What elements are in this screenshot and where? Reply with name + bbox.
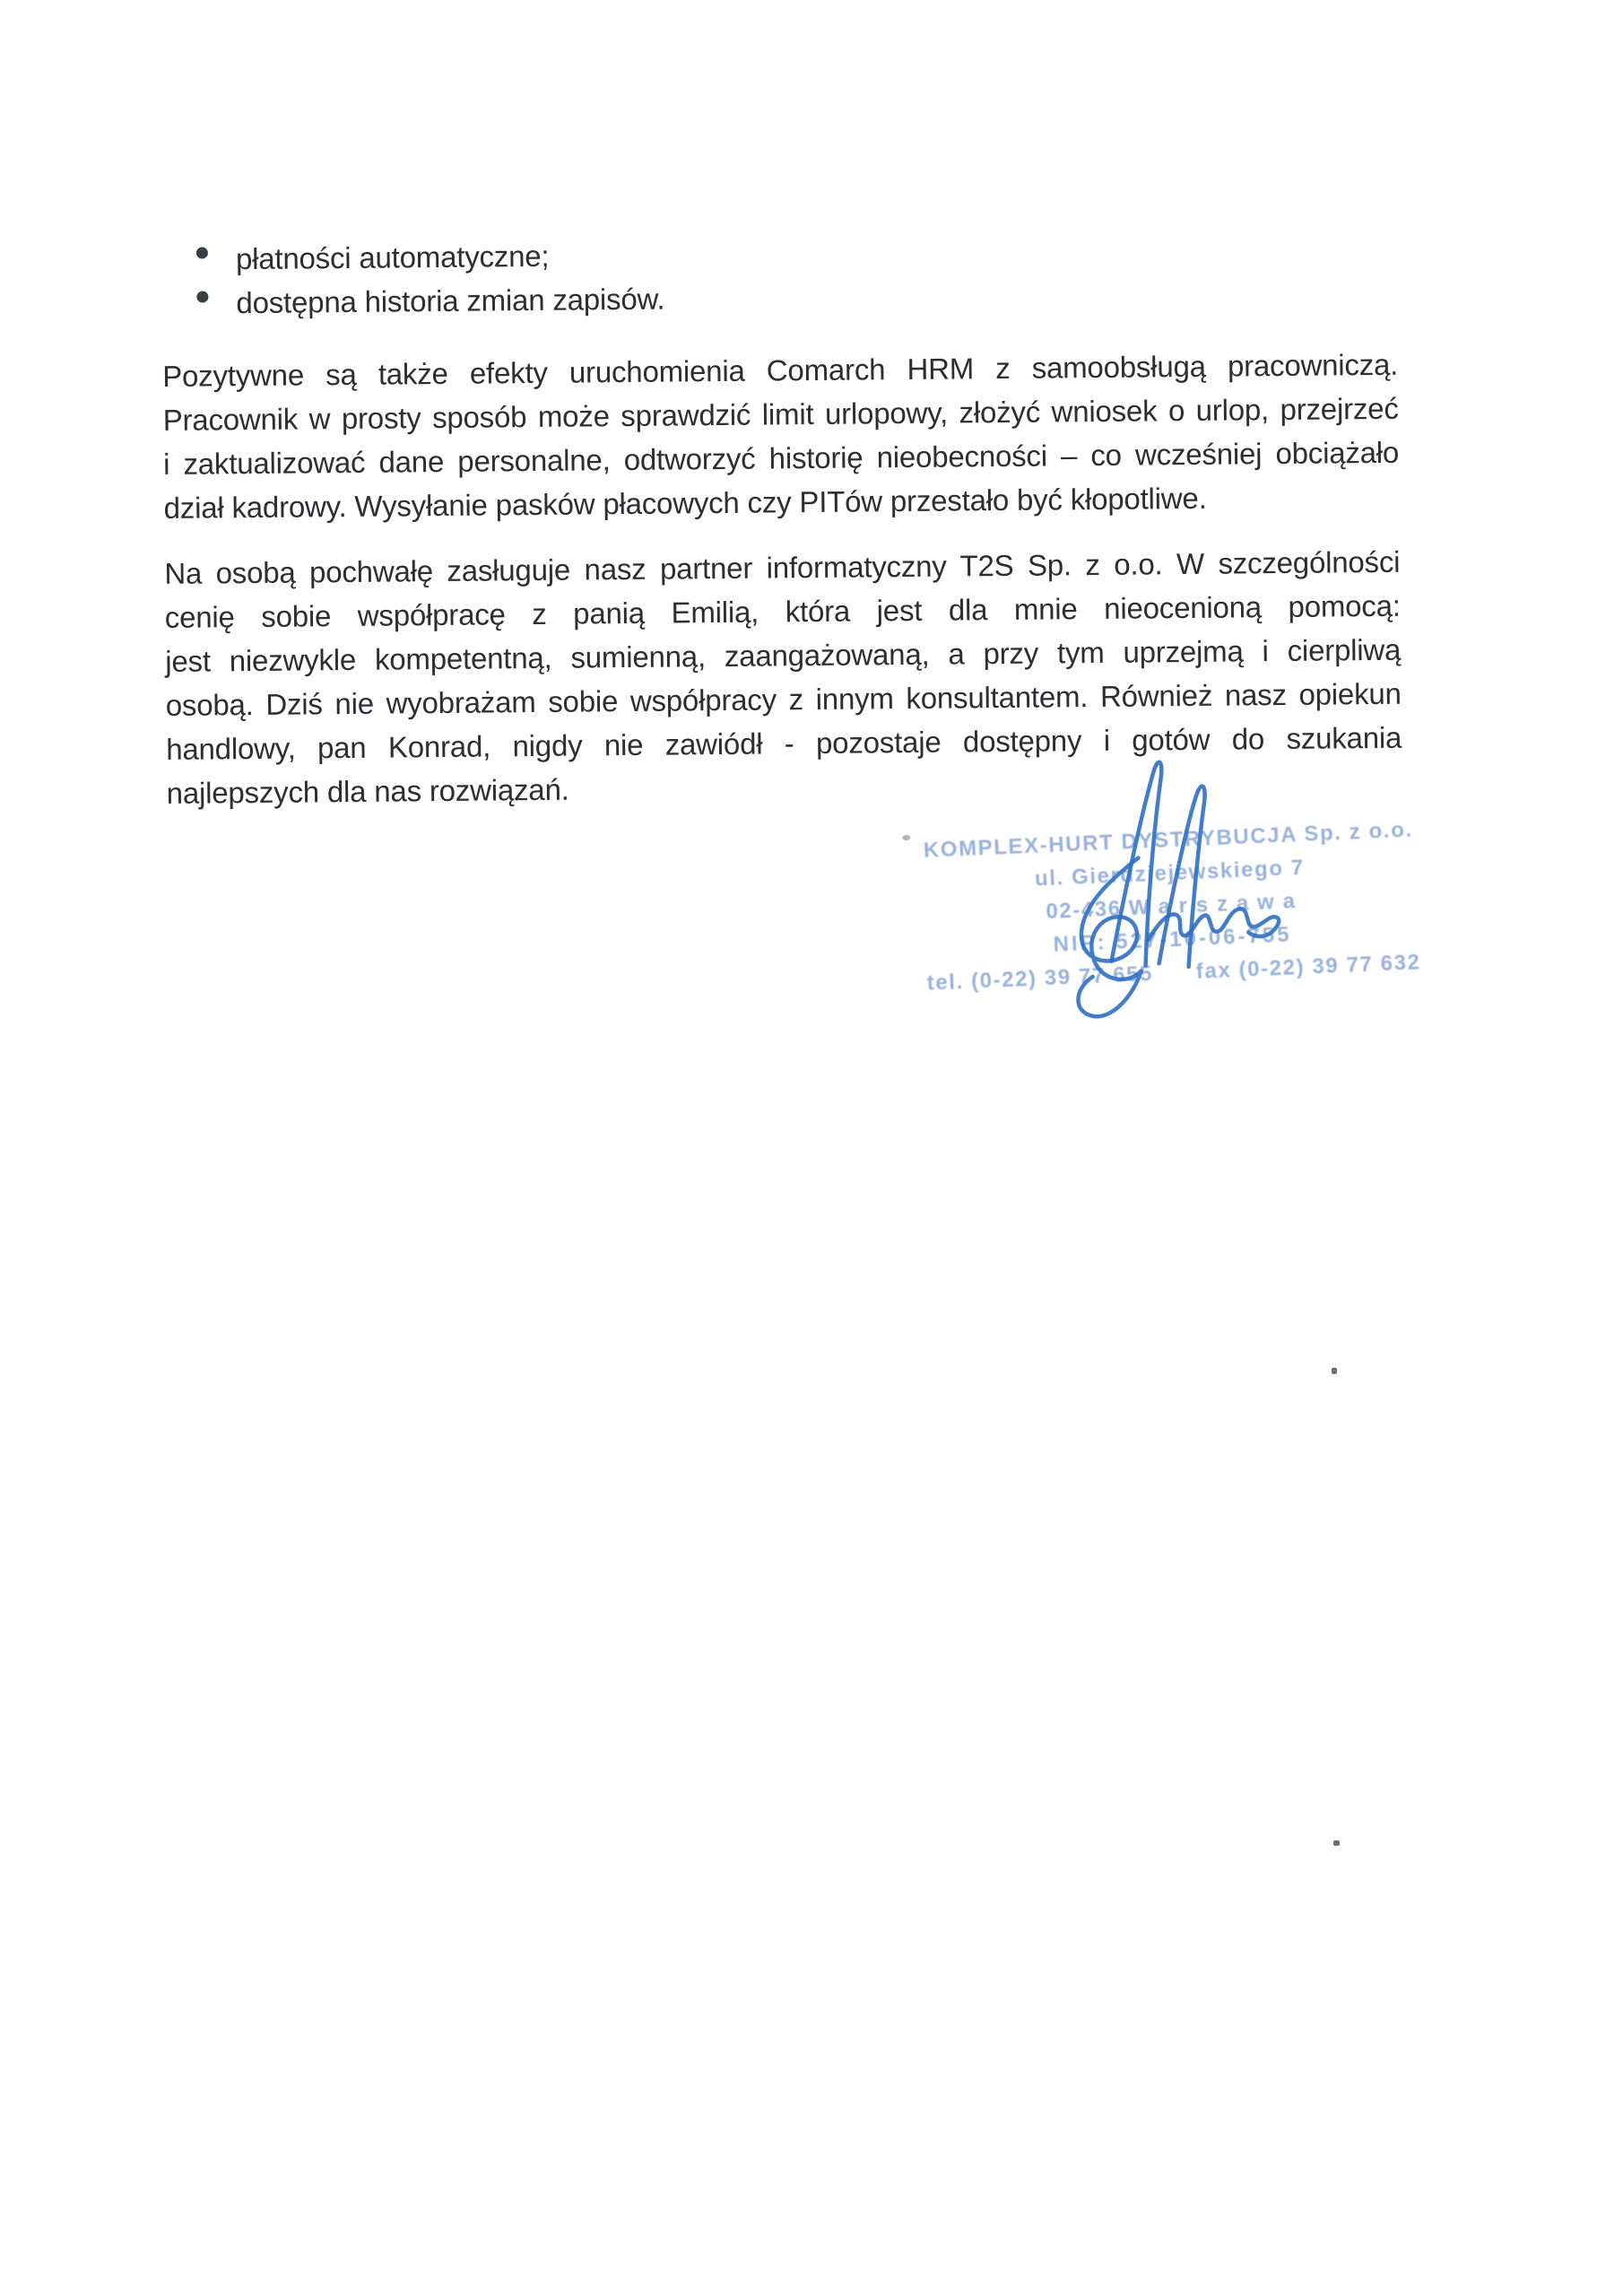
- text-line: i zaktualizować dane personalne, odtworzyć historię nieobecności – co wcześniej obciążało: [162, 435, 1400, 481]
- bullet-list: [196, 226, 1399, 326]
- text-line: Pozytywne są także efekty uruchomienia Comarch HRM z samoobsługą pracowniczą.: [162, 347, 1399, 393]
- text-line: dział kadrowy. Wysyłanie pasków płacowych czy PITów przestało być kłopotliwe.: [163, 481, 1207, 525]
- stamp-tel: tel. (0-22) 39 77 655: [926, 961, 1154, 996]
- text-line: cenię sobie współpracę z panią Emilią, która jest dla mnie nieocenioną pomocą:: [164, 588, 1401, 634]
- signature-stroke-spike-2: [1158, 786, 1207, 967]
- text-line: Pracownik w prosty sposób może sprawdzić limit urlopowy, złożyć wniosek o urlop, przejrzeć: [162, 391, 1399, 437]
- signature-stroke-loop: [1077, 857, 1141, 1016]
- text-line: osobą. Dziś nie wyobrażam sobie współpracy z innym konsultantem. Również nasz opiekun: [165, 676, 1402, 722]
- handwritten-signature: [925, 749, 1287, 1039]
- stamp-street: ul. Gierdziejewskiego 7: [1034, 855, 1306, 891]
- scan-artifact-speck: [1332, 1368, 1337, 1374]
- stamp-nip: NIP: 527-10-06-755: [1053, 922, 1293, 957]
- bullet-icon: [196, 291, 208, 302]
- stamp-company-name: KOMPLEX-HURT DYSTRYBUCJA Sp. z o.o.: [923, 817, 1414, 863]
- paragraph-comarch-hrm: [162, 343, 1400, 530]
- text-line: najlepszych dla nas rozwiązań.: [166, 772, 569, 810]
- stamp-fax: fax (0-22) 39 77 632: [1195, 950, 1422, 985]
- bullet-icon: [196, 247, 208, 258]
- bullet-text: dostępna historia zmian zapisów.: [236, 282, 665, 320]
- text-line: jest niezwykle kompetentną, sumienną, zaangażowaną, a przy tym uprzejmą i cierpliwą: [165, 632, 1402, 678]
- text-line: handlowy, pan Konrad, nigdy nie zawiódł - pozostaje dostępny i gotów do szukania: [166, 720, 1402, 766]
- text-line: Na osobą pochwałę zasługuje nasz partner informatyczny T2S Sp. z o.o. W szczególności: [164, 544, 1401, 590]
- stamp-city: 02-436 W a r s z a w a: [1045, 889, 1298, 925]
- scan-artifact-speck: [1333, 1840, 1340, 1846]
- bullet-text: płatności automatyczne;: [235, 239, 550, 276]
